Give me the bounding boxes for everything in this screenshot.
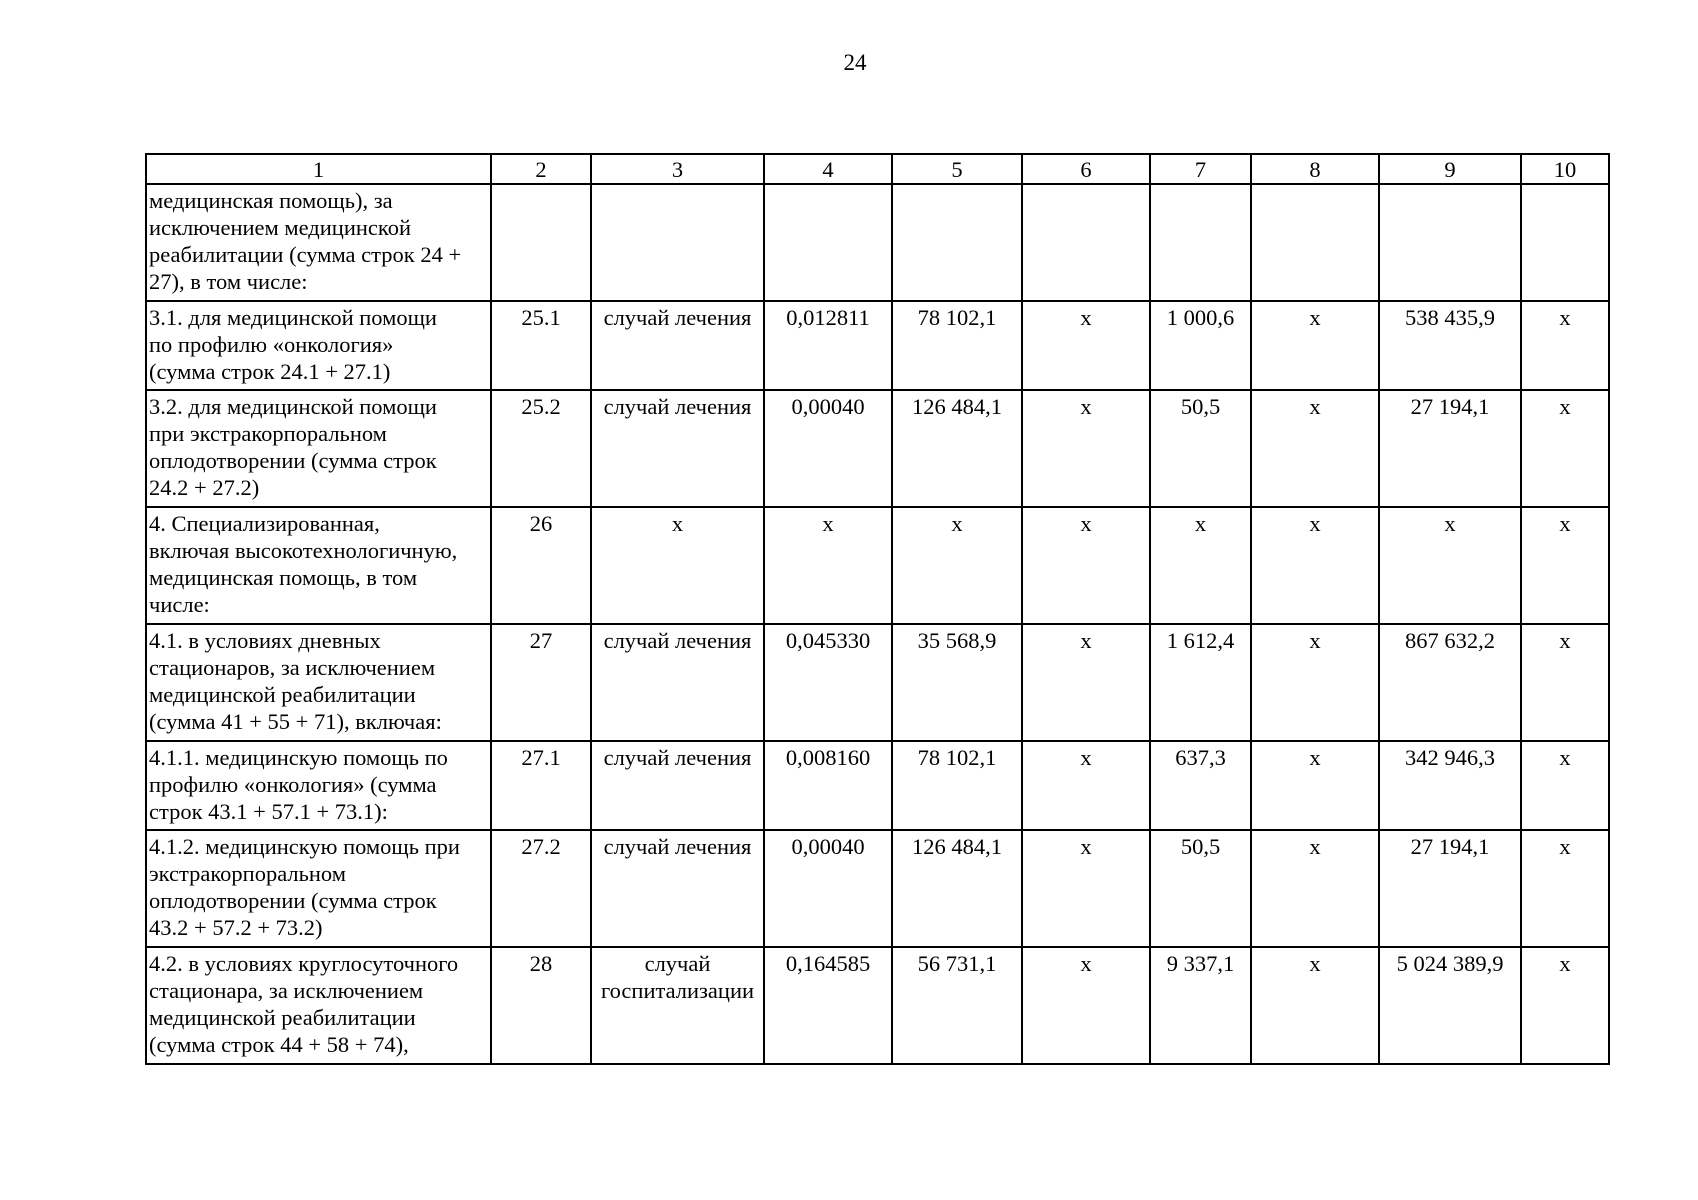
cell-col-4: х: [764, 507, 892, 624]
row-name-line: 4.1.1. медицинскую помощь по: [149, 745, 448, 770]
row-name-line: 4.2. в условиях круглосуточного: [149, 951, 459, 976]
row-name-line: оплодотворении (сумма строк: [149, 888, 437, 913]
cell-col-10: х: [1521, 741, 1609, 830]
cell-col-9: 538 435,9: [1379, 301, 1521, 390]
cell-col-10: х: [1521, 624, 1609, 741]
row-name-line: медицинская помощь, в том: [149, 565, 418, 590]
cell-col-7: 637,3: [1150, 741, 1251, 830]
cell-col-6: х: [1022, 947, 1150, 1064]
cell-col-3: х: [591, 507, 764, 624]
cell-col-2: 25.1: [491, 301, 591, 390]
cell-col-6: х: [1022, 390, 1150, 507]
column-number: 4: [764, 154, 892, 184]
cell-col-5: 78 102,1: [892, 301, 1022, 390]
table-row: [146, 947, 1609, 1064]
row-name-line: оплодотворении (сумма строк: [149, 448, 437, 473]
cell-col-7: 1 612,4: [1150, 624, 1251, 741]
cell-col-5: 56 731,1: [892, 947, 1022, 1064]
row-name-line: медицинской реабилитации: [149, 682, 416, 707]
cell-col-5: 126 484,1: [892, 390, 1022, 507]
cell-col-10: х: [1521, 507, 1609, 624]
column-number-row: [146, 154, 1609, 184]
cell-col-2: 25.2: [491, 390, 591, 507]
cell-col-10: х: [1521, 830, 1609, 947]
row-name-line: экстракорпоральном: [149, 861, 346, 886]
cell-col-2: 26: [491, 507, 591, 624]
cell-col-9: 27 194,1: [1379, 830, 1521, 947]
column-number: 6: [1022, 154, 1150, 184]
cell-col-9: 867 632,2: [1379, 624, 1521, 741]
row-name-line: при экстракорпоральном: [149, 421, 387, 446]
row-name-cell: [146, 624, 491, 741]
cell-col-6: х: [1022, 830, 1150, 947]
cell-col-8: х: [1251, 507, 1379, 624]
cell-col-3: случай лечения: [591, 390, 764, 507]
page-number: 24: [843, 50, 867, 75]
cell-col-4: 0,008160: [764, 741, 892, 830]
cell-col-4: 0,045330: [764, 624, 892, 741]
cell-col-8: х: [1251, 741, 1379, 830]
column-number: 7: [1150, 154, 1251, 184]
cell-col-10: х: [1521, 390, 1609, 507]
cell-col-9: х: [1379, 507, 1521, 624]
row-name-line: включая высокотехнологичную,: [149, 538, 458, 563]
row-name-line: 4. Специализированная,: [149, 511, 380, 536]
column-number: 8: [1251, 154, 1379, 184]
column-number: 3: [591, 154, 764, 184]
row-name-line: (сумма 41 + 55 + 71), включая:: [149, 709, 442, 734]
column-number: 9: [1379, 154, 1521, 184]
row-name-line: (сумма строк 44 + 58 + 74),: [149, 1032, 409, 1057]
cell-col-6: х: [1022, 624, 1150, 741]
row-name-line: медицинской реабилитации: [149, 1005, 416, 1030]
row-name-line: по профилю «онкология»: [149, 332, 394, 357]
row-name-cell: [146, 830, 491, 947]
table-body: [146, 184, 1609, 1064]
row-name-line: медицинская помощь), за: [149, 188, 393, 213]
row-name-cell: [146, 390, 491, 507]
cell-col-2: 28: [491, 947, 591, 1064]
cell-col-6: х: [1022, 507, 1150, 624]
cell-col-5: 126 484,1: [892, 830, 1022, 947]
cell-col-9: [1379, 184, 1521, 301]
cell-col-4: 0,00040: [764, 830, 892, 947]
table-row: [146, 830, 1609, 947]
cell-col-3: случай лечения: [591, 741, 764, 830]
column-number: 1: [146, 154, 491, 184]
cell-col-3: случай лечения: [591, 301, 764, 390]
column-number: 2: [491, 154, 591, 184]
cell-col-4: 0,00040: [764, 390, 892, 507]
table-row: [146, 390, 1609, 507]
column-number: 5: [892, 154, 1022, 184]
row-name-line: (сумма строк 24.1 + 27.1): [149, 359, 391, 384]
cell-col-5: 78 102,1: [892, 741, 1022, 830]
cell-col-4: 0,164585: [764, 947, 892, 1064]
cell-col-9: 342 946,3: [1379, 741, 1521, 830]
row-name-line: стационаров, за исключением: [149, 655, 436, 680]
row-name-line: 3.1. для медицинской помощи: [149, 305, 437, 330]
row-name-cell: [146, 947, 491, 1064]
table-row: [146, 301, 1609, 390]
cell-col-10: х: [1521, 947, 1609, 1064]
row-name-line: 27), в том числе:: [149, 269, 308, 294]
cell-col-8: х: [1251, 830, 1379, 947]
cell-col-5: 35 568,9: [892, 624, 1022, 741]
cell-col-6: х: [1022, 301, 1150, 390]
row-name-line: профилю «онкология» (сумма: [149, 772, 437, 797]
row-name-cell: [146, 741, 491, 830]
cell-col-3: случай лечения: [591, 624, 764, 741]
cell-col-3: [591, 184, 764, 301]
cell-col-2: 27.2: [491, 830, 591, 947]
cell-col-8: х: [1251, 301, 1379, 390]
row-name-cell: [146, 184, 491, 301]
row-name-line: исключением медицинской: [149, 215, 411, 240]
cell-col-7: х: [1150, 507, 1251, 624]
table-row: [146, 184, 1609, 301]
row-name-line: стационара, за исключением: [149, 978, 424, 1003]
cell-col-6: х: [1022, 741, 1150, 830]
row-name-cell: [146, 301, 491, 390]
table-row: [146, 741, 1609, 830]
row-name-line: реабилитации (сумма строк 24 +: [149, 242, 462, 267]
cell-col-7: 9 337,1: [1150, 947, 1251, 1064]
row-name-line: 4.1.2. медицинскую помощь при: [149, 834, 460, 859]
cell-col-3: случай госпитализации: [591, 947, 764, 1064]
cell-col-4: 0,012811: [764, 301, 892, 390]
column-number: 10: [1521, 154, 1609, 184]
cell-col-7: 1 000,6: [1150, 301, 1251, 390]
cell-col-8: х: [1251, 390, 1379, 507]
cell-col-7: 50,5: [1150, 390, 1251, 507]
cell-col-2: [491, 184, 591, 301]
cell-col-8: [1251, 184, 1379, 301]
cell-col-8: х: [1251, 947, 1379, 1064]
cell-col-3: случай лечения: [591, 830, 764, 947]
row-name-line: строк 43.1 + 57.1 + 73.1):: [149, 799, 388, 824]
cell-col-5: х: [892, 507, 1022, 624]
cell-col-9: 5 024 389,9: [1379, 947, 1521, 1064]
row-name-cell: [146, 507, 491, 624]
row-name-line: числе:: [149, 592, 210, 617]
table-row: [146, 507, 1609, 624]
cell-col-7: 50,5: [1150, 830, 1251, 947]
table-row: [146, 624, 1609, 741]
cell-col-10: [1521, 184, 1609, 301]
row-name-line: 43.2 + 57.2 + 73.2): [149, 915, 323, 940]
row-name-line: 4.1. в условиях дневных: [149, 628, 381, 653]
data-table: [145, 153, 1610, 1065]
cell-col-8: х: [1251, 624, 1379, 741]
cell-col-7: [1150, 184, 1251, 301]
cell-col-2: 27.1: [491, 741, 591, 830]
cell-col-6: [1022, 184, 1150, 301]
row-name-line: 24.2 + 27.2): [149, 475, 260, 500]
cell-col-2: 27: [491, 624, 591, 741]
cell-col-9: 27 194,1: [1379, 390, 1521, 507]
row-name-line: 3.2. для медицинской помощи: [149, 394, 437, 419]
cell-col-10: х: [1521, 301, 1609, 390]
cell-col-5: [892, 184, 1022, 301]
cell-col-4: [764, 184, 892, 301]
